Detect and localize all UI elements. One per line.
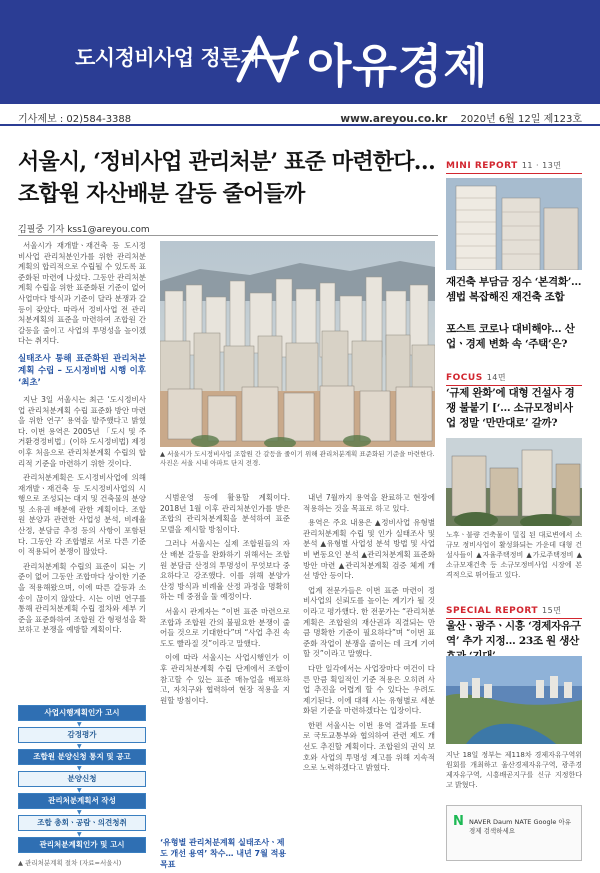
paragraph: 관리처분계획 수립의 표준이 되는 기준이 없어 그동안 조합마다 상이한 기준을 적용해왔으며, 이에 따른 갈등과 소송이 끊이지 않았다. 시는 이번 연구를 통해 관리처분계획 수립 절차와 세부 기준을 표준화하여 조합원 간 형평성을 확보하고 분쟁을 예방할 계획이다. [18, 561, 146, 635]
article-column-1 [18, 241, 146, 696]
ad-label: NAVER Daum NATE Google 아유경제 검색하세요 [469, 818, 572, 835]
flow-step: 분양신청 ▼ [18, 771, 146, 787]
paragraph: 서울시가 재개발ㆍ재건축 등 도시정비사업 관리처분인가를 위한 관리처분계획의 합리적으로 수립될 수 있도록 표준화된 마련에 나섰다. 그동안 관리처분계획 수립을 위한 표준화된 기준이 없어 사업마다 방식과 기준이 달라 분쟁과 갈등이 잦았다. 따라서 정비사업 전 관리처분계획의 표준을 마련하여 조합원 간 갈등을 줄이고 사업의 투명성을 높이겠다는 취지다. [18, 241, 146, 346]
photo-caption: ▲ 서울시가 도시정비사업 조합원 간 갈등을 줄이기 위해 관리처분계획 표준화된 기준을 마련한다. 사진은 서울 시내 아파트 단지 전경. [160, 450, 435, 467]
paragraph: 내년 7월까지 용역을 완료하고 현장에 적용하는 것을 목표로 하고 있다. [303, 493, 435, 513]
paragraph: 관리처분계획은 도시정비사업에 의해 재개발ㆍ재건축 등 도시정비사업의 시행으로 조성되는 대지 및 건축물의 분양 및 소유권 배분에 관한 계획이다. 조합원 분양과 관련한 사업성 분석, 비례율 산정, 분담금 추정 등의 사항이 포함된다. 그동안 각 조합별로 서로 다른 기준이 적용되어 분쟁이 많았다. [18, 473, 146, 557]
flow-step: 조합원 분양신청 통지 및 공고 ▼ [18, 749, 146, 765]
mini-headline-2[interactable]: 포스트 코로나 대비해야… 산업ㆍ경제 변화 속 ‘주택’은? [446, 323, 575, 350]
headline-line1: 서울시, ‘정비사업 관리처분’ 표준 마련한다… [18, 149, 435, 175]
dateline [0, 104, 600, 126]
masthead-title: 아유경제 [307, 39, 489, 93]
section-label: SPECIAL REPORT 15면 [446, 606, 562, 616]
old-buildings-photo [446, 438, 582, 526]
focus-text: 노후ㆍ불량 건축물이 밀집 된 대로변에서 소규모 정비사업이 활성화되는 가운데 대형 건설사들이 ▲자율주택정비 ▲가로주택정비 ▲소규모재건축 등 소규모정비사업 시장에 본격적으로 뛰어들고 있다. [446, 531, 582, 579]
flow-step: 사업시행계획인가 고시 ▼ [18, 705, 146, 721]
page-ref: 15면 [542, 606, 562, 615]
subheading: ‘유형별 관리처분계획 실태조사ㆍ제도 개선 용역’ 착수… 내년 7월 적용 목표 [160, 838, 287, 869]
aerial-city-photo [446, 656, 582, 744]
masthead [0, 0, 600, 104]
flow-step: 조합 총회ㆍ공람ㆍ의견청취 ▼ [18, 815, 146, 831]
flow-step: 감정평가 ▼ [18, 727, 146, 743]
apartment-tower-photo [446, 178, 582, 270]
masthead-subtitle: 도시정비사업 정론지 [75, 46, 260, 70]
flowchart-caption: ▲ 관리처분계획 절차 (자료=서울시) [18, 859, 122, 867]
focus-section [446, 372, 582, 386]
section-label: FOCUS 14면 [446, 373, 507, 383]
flow-step: 관리처분계획서 작성 ▼ [18, 793, 146, 809]
flow-step: 관리처분계획인가 및 고시 [18, 837, 146, 853]
page-ref: 11 · 13면 [521, 161, 562, 170]
divider [446, 173, 582, 174]
issue-info [340, 110, 582, 125]
section-label: MINI REPORT 11 · 13면 [446, 161, 562, 171]
naver-logo-icon: N [453, 814, 464, 829]
article-column-2 [160, 493, 290, 853]
paragraph: 업계 전문가들은 이번 표준 마련이 정비사업의 신뢰도를 높이는 계기가 될 것이라고 평가했다. 한 전문가는 “관리처분계획은 조합원의 재산권과 직결되는 만큼 명확한 기준이 필요하다”며 “이번 표준화 작업이 분쟁을 줄이는 데 크게 기여할 것”이라고 말했다. [303, 585, 435, 659]
paragraph: 시범운영 등에 활용할 계획이다. 2018년 1월 이후 관리처분인가를 받은 조합의 관리처분계획을 분석하여 표준 모델을 제시할 방침이다. [160, 493, 290, 534]
paragraph: 서울시 관계자는 “이번 표준 마련으로 조합과 조합원 간의 불필요한 분쟁이 줄어들 것으로 기대한다”며 “사업 추진 속도도 빨라질 것”이라고 말했다. [160, 606, 290, 648]
main-headline [18, 146, 438, 210]
paragraph: 다만 일각에서는 사업장마다 여건이 다른 만큼 획일적인 기준 적용은 오히려 사업 추진을 어렵게 할 수 있다는 우려도 제기된다. 이에 대해 시는 유형별로 세분화된 기준을 마련하겠다는 입장이다. [303, 663, 435, 716]
mini-headline-1[interactable]: 재건축 부담금 징수 ‘본격화’… 셈법 복잡해진 재건축 조합 [446, 276, 582, 303]
contact-phone: 기사제보 : 02)584-3388 [18, 114, 132, 125]
search-portal-ad[interactable] [446, 805, 582, 861]
headline-line2: 조합원 자산배분 갈등 줄어들까 [18, 181, 305, 207]
paragraph: 용역은 주요 내용은 ▲정비사업 유형별 관리처분계획 수립 및 인가 실태조사 및 분석 ▲유형별 사업성 분석 방법 및 사업비 변동요인 분석 ▲관리처분계획 표준화 방안 마련 ▲관리처분계획 검증 체계 개선 방안 등이다. [303, 518, 435, 581]
article-column-3 [303, 493, 435, 865]
divider [18, 235, 438, 236]
special-headline[interactable]: 울산ㆍ광주ㆍ시흥 ‘경제자유구역’ 추가 지정… 23조 원 생산 [446, 620, 581, 647]
byline: 김필중 기자 kss1@areyou.com [18, 225, 150, 235]
paragraph: 지난 3일 서울시는 최근 ‘도시정비사업 관리처분계획 수립 표준화 방안 마련을 위한 연구’ 용역을 발주했다고 밝혔다. 이번 용역은 2005년 「도시 및 주거환경정비법」(이하 도시정비법) 제정 이후 처음으로 관리처분계획 수립의 합리적 기준을 마련하기 위한 것이다. [18, 394, 146, 468]
website-link[interactable]: www.areyou.co.kr [340, 113, 448, 125]
mini-report-section [446, 160, 582, 174]
process-flowchart [18, 705, 146, 859]
paragraph: 이에 따라 서울시는 사업시행인가 이후 관리처분계획 수립 단계에서 조합이 참고할 수 있는 표준 매뉴얼을 배포하고, 자치구와 협력하여 현장 적용을 지원할 방침이다. [160, 653, 290, 705]
focus-headline[interactable]: ‘규제 완화’에 대형 건설사 경쟁 불붙기 [‘… 소규모정비사업 정말 ‘만만대로’ 갈까? [446, 387, 575, 429]
page-ref: 14면 [486, 373, 507, 382]
special-text: 지난 18일 정부는 제118차 경제자유구역위원회를 개최하고 울산경제자유구역, 광주경제자유구역, 시흥배곧지구를 신규 지정한다고 밝혔다. [446, 751, 582, 789]
paragraph: 그러나 서울시는 실제 조합원들의 자산 배분 갈등을 완화하기 위해서는 조합원 분담금 산정의 투명성이 무엇보다 중요하다고 강조했다. 이를 위해 분양가 산정 방식과 비례율 산정 과정을 명확히 하는 데 중점을 둘 예정이다. [160, 539, 290, 602]
special-report-section [446, 605, 582, 619]
issue-date: 2020년 6월 12일 제123호 [460, 114, 582, 125]
paragraph: 한편 서울시는 이번 용역 결과를 토대로 국토교통부와 협의하여 관련 제도 개선도 추진할 계획이다. 조합원의 권익 보호와 사업의 투명성 제고를 위해 지속적으로 노력하겠다고 밝혔다. [303, 720, 435, 773]
newspaper-logo-icon [233, 30, 303, 86]
city-apartments-photo [160, 241, 435, 447]
subheading: 실태조사 통해 표준화된 관리처분계획 수립 – 도시정비법 시행 이후 ‘최초’ [18, 353, 146, 388]
